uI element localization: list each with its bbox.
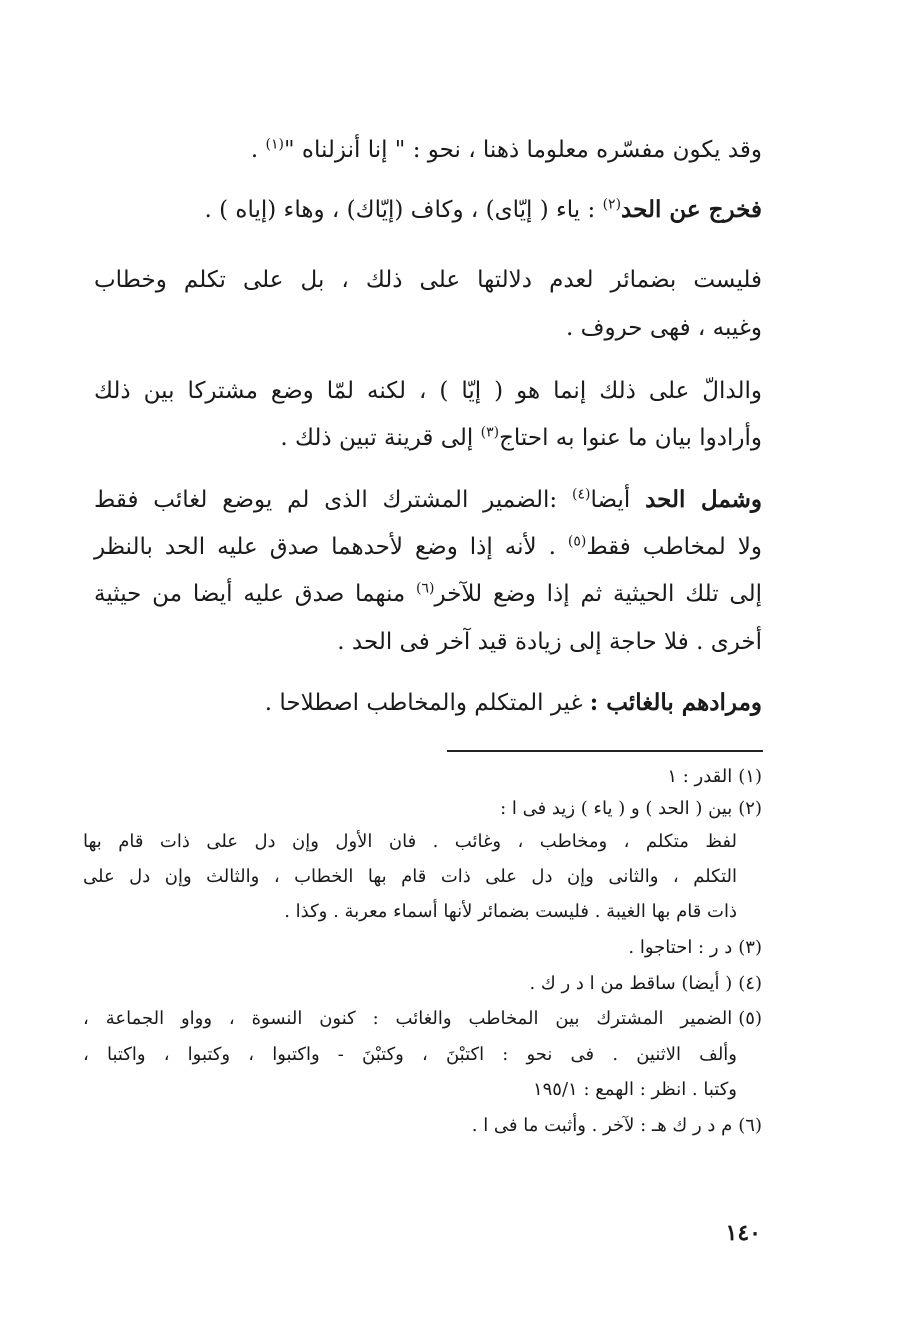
footnote-5-line-2: وألف الاثنين . فى نحو : اكتبْنَ ، وكتبْنَ - واكتبوا ، وكتبوا ، واكتبا ،	[83, 1044, 737, 1065]
footnote-3	[628, 934, 762, 962]
footnote-text: م د ر ك هـ : لآخر . وأثبت ما فى ا .	[471, 1115, 733, 1136]
text-line-11	[265, 686, 762, 720]
bold-heading: فخرج عن الحد	[621, 196, 762, 223]
text-line-7	[94, 483, 762, 517]
text-span: إلى قرينة تبين ذلك .	[280, 425, 481, 451]
text-line-2	[205, 193, 763, 227]
text-span: :الضمير المشترك الذى لم يوضع لغائب فقط	[94, 487, 573, 513]
footnote-5-line-3: وكتبا . انظر : الهمع : ١٩٥/١	[532, 1079, 737, 1100]
text-line-1	[251, 133, 762, 167]
text-span: وقد يكون مفسّره معلوما ذهنا ، نحو : " إنا أنزلناه "	[284, 137, 762, 163]
footnote-ref: (٣)	[480, 424, 500, 441]
bold-heading: ومرادهم بالغائب :	[589, 689, 762, 716]
text-line-4: وغيبه ، فهى حروف .	[566, 315, 762, 341]
footnote-number: (٥)	[738, 1008, 762, 1029]
footnote-ref: (٦)	[416, 580, 435, 597]
footnote-number: (٦)	[738, 1115, 762, 1136]
text-line-9	[94, 577, 762, 611]
bold-heading: وشمل الحد	[645, 486, 762, 513]
footnote-number: (٣)	[738, 937, 762, 958]
footnote-divider	[447, 750, 763, 752]
footnote-2-line-3: التكلم ، والثانى وإن دل على ذات قام بها الخطاب ، والثالث وإن دل على	[83, 866, 737, 887]
footnote-text: ( أيضا) ساقط من ا د ر ك .	[529, 973, 733, 994]
footnote-4	[529, 970, 762, 998]
text-line-3: فليست بضمائر لعدم دلالتها على ذلك ، بل على تكلم وخطاب	[94, 267, 762, 293]
text-span: : ياء ( إيّاى) ، وكاف (إيّاك) ، وهاء (إياه ) .	[204, 197, 603, 223]
footnote-5	[83, 1005, 762, 1033]
text-span: إلى تلك الحيثية ثم إذا وضع للآخر	[434, 581, 762, 607]
text-span: وأرادوا بيان ما عنوا به احتاج	[499, 425, 762, 451]
footnote-number: (٤)	[738, 973, 762, 994]
text-span: ولا لمخاطب فقط	[586, 534, 762, 560]
footnote-text: بين ( الحد ) و ( ياء ) زيد فى ا :	[500, 798, 733, 819]
footnote-text: الضمير المشترك بين المخاطب والغائب : كنون النسوة ، وواو الجماعة ،	[83, 1008, 733, 1029]
footnote-ref: (٥)	[567, 533, 587, 550]
text-line-6	[280, 421, 762, 455]
text-line-10: أخرى . فلا حاجة إلى زيادة قيد آخر فى الحد .	[337, 629, 762, 655]
footnote-2-line-4: ذات قام بها الغيبة . فليست بضمائر لأنها أسماء معربة . وكذا .	[284, 901, 737, 922]
footnote-ref: (٤)	[572, 486, 591, 503]
text-span: غير المتكلم والمخاطب اصطلاحا .	[264, 690, 590, 716]
text-span: منهما صدق عليه أيضا من حيثية	[94, 581, 417, 607]
text-span: . لأنه إذا وضع لأحدهما صدق عليه الحد بالنظر	[94, 534, 568, 560]
footnote-6	[472, 1112, 762, 1140]
page-number: ١٤٠	[725, 1220, 761, 1246]
footnote-2	[500, 795, 762, 823]
text-line-5: والدالّ على ذلك إنما هو ( إيّا ) ، لكنه لمّا وضع مشتركا بين ذلك	[94, 378, 762, 404]
footnote-1	[667, 763, 762, 791]
footnote-ref: (١)	[265, 136, 284, 153]
text-span: .	[250, 137, 266, 163]
footnote-text: القدر : ١	[667, 766, 733, 787]
text-line-8	[94, 530, 762, 564]
footnote-number: (١)	[738, 766, 762, 787]
footnote-2-line-2: لفظ متكلم ، ومخاطب ، وغائب . فان الأول وإن دل على ذات قام بها	[83, 831, 737, 852]
text-span: أيضا	[590, 487, 646, 513]
footnote-number: (٢)	[738, 798, 762, 819]
footnote-ref: (٢)	[602, 196, 622, 213]
footnote-text: د ر : احتاجوا .	[628, 937, 733, 958]
